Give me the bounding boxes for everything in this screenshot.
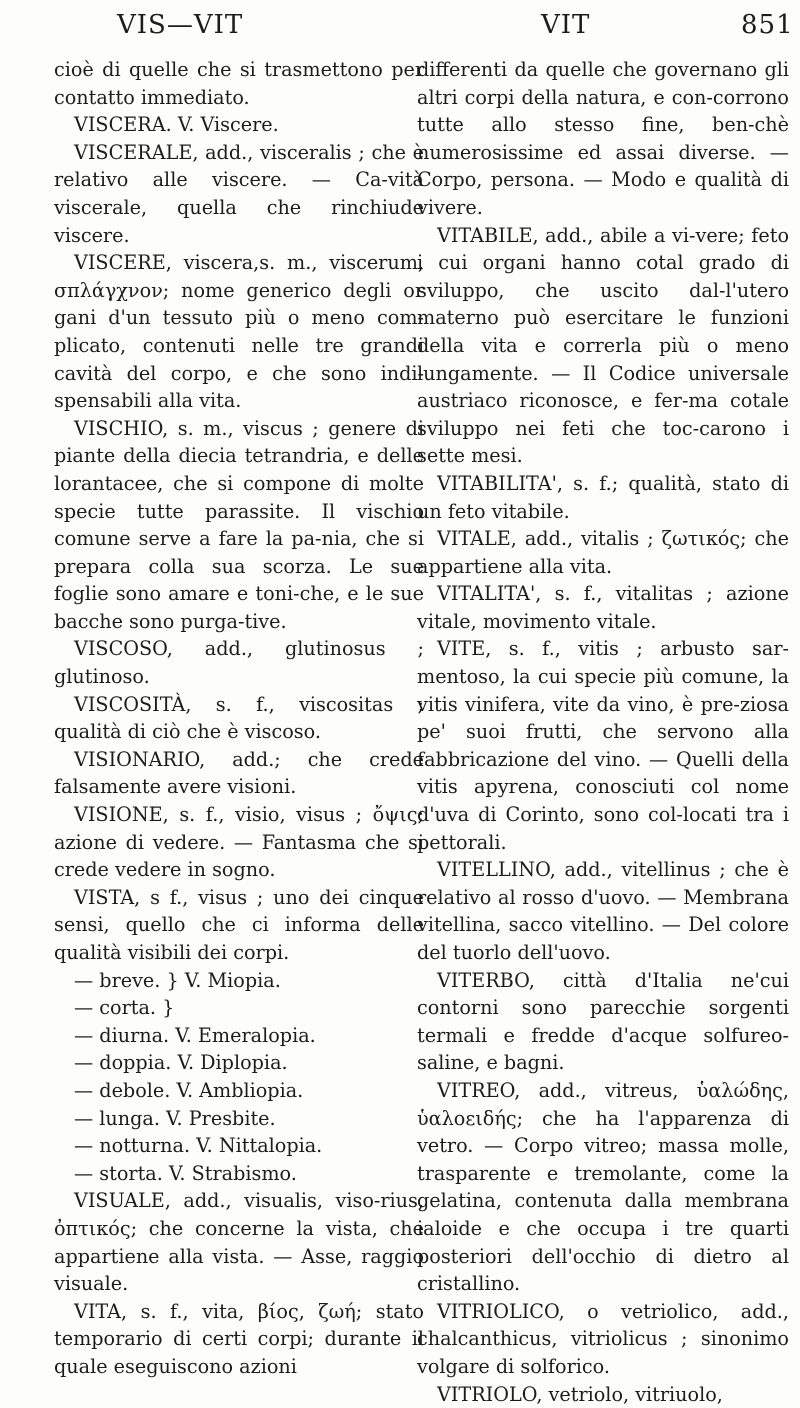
page-number: 851 <box>741 10 794 40</box>
entry-viscere: VISCERE, viscera,s. m., viscerum, σπλάγχνον; nome generico degli or gani d'un tessuto più o meno com-plicato, contenuti nelle tre grandi cavità del corpo, e che sono indi-spensabili alla vita. <box>54 249 424 415</box>
header-left-range: VIS—VIT <box>117 10 243 40</box>
entry-vitalita: VITALITA', s. f., vitalitas ; azione vitale, movimento vitale. <box>417 580 789 635</box>
entry-viscoso: VISCOSO, add., glutinosus ; glutinoso. <box>54 635 424 690</box>
entry-vita: VITA, s. f., vita, βίος, ζωή; stato temporario di certi corpi; durante il quale eseguiscono azioni <box>54 1298 424 1381</box>
entry-visuale: VISUALE, add., visualis, viso-rius, ὀπτικός; che concerne la vista, che appartiene alla vista. — Asse, raggio visuale. <box>54 1187 424 1297</box>
entry-vitabile: VITABILE, add., abile a vi-vere; feto i cui organi hanno cotal grado di sviluppo, che uscito dal-l'utero materno può esercitare le funzioni della vita e correrla più o meno lungamente. — Il Codice universale austriaco riconosce, e fer-ma cotale sviluppo nei feti che toc-carono i sette mesi. <box>417 222 789 470</box>
right-column <box>417 56 789 1408</box>
entry-viscerale: VISCERALE, add., visceralis ; che è relativo alle viscere. — Ca-vità viscerale, quella che rinchiude viscere. <box>54 139 424 249</box>
entry-vitabilita: VITABILITA', s. f.; qualità, stato di un feto vitabile. <box>417 470 789 525</box>
entry-vitale: VITALE, add., vitalis ; ζωτικός; che appartiene alla vita. <box>417 525 789 580</box>
entry-vitreo: VITREO, add., vitreus, ὑαλώδης, ὑαλοειδής; che ha l'apparenza di vetro. — Corpo vitreo; massa molle, trasparente e tremolante, come la gelatina, contenuta dalla membrana ialoide e che occupa i tre quarti posteriori dell'occhio di dietro al cristallino. <box>417 1077 789 1298</box>
sub-entry-storta: — storta. V. Strabismo. <box>54 1160 424 1188</box>
entry-vitriolo: VITRIOLO, vetriolo, vitriuolo, <box>417 1381 789 1408</box>
entry-visione: VISIONE, s. f., visio, visus ; ὄψις; azione di vedere. — Fantasma che si crede vedere in sogno. <box>54 801 424 884</box>
left-column <box>54 56 424 1381</box>
sub-entry-doppia: — doppia. V. Diplopia. <box>54 1049 424 1077</box>
entry-visionario: VISIONARIO, add.; che crede falsamente avere visioni. <box>54 746 424 801</box>
header-right-range: VIT <box>541 10 590 40</box>
sub-entry-debole: — debole. V. Ambliopia. <box>54 1077 424 1105</box>
entry-vite: VITE, s. f., vitis ; arbusto sar-mentoso, la cui specie più comune, la vitis vinifera, vite da vino, è pre-ziosa pe' suoi frutti, che servono alla fabbricazione del vino. — Quelli della vitis apyrena, conosciuti col nome d'uva di Corinto, sono col-locati tra i pettorali. <box>417 635 789 856</box>
page-header <box>0 10 800 50</box>
entry-text: differenti da quelle che governano gli altri corpi della natura, e con-corrono tutte allo stesso fine, ben-chè numerosissime ed assai diverse. — Corpo, persona. — Modo e qualità di vivere. <box>417 56 789 222</box>
entry-vista: VISTA, s f., visus ; uno dei cinque sensi, quello che ci informa delle qualità visibili dei corpi. <box>54 884 424 967</box>
entry-vitellino: VITELLINO, add., vitellinus ; che è relativo al rosso d'uovo. — Membrana vitellina, sacco vitellino. — Del colore del tuorlo dell'uovo. <box>417 856 789 966</box>
sub-entry-lunga: — lunga. V. Presbite. <box>54 1105 424 1133</box>
sub-entry-corta: — corta. } <box>54 994 424 1022</box>
sub-entry-breve: — breve. } V. Miopia. <box>54 967 424 995</box>
sub-entry-diurna: — diurna. V. Emeralopia. <box>54 1022 424 1050</box>
entry-text: cioè di quelle che si trasmettono per contatto immediato. <box>54 56 424 111</box>
sub-entry-notturna: — notturna. V. Nittalopia. <box>54 1132 424 1160</box>
entry-viterbo: VITERBO, città d'Italia ne'cui contorni sono parecchie sorgenti termali e fredde d'acque solfureo-saline, e bagni. <box>417 967 789 1077</box>
entry-viscera: VISCERA. V. Viscere. <box>54 111 424 139</box>
entry-viscosita: VISCOSITÀ, s. f., viscositas ; qualità di ciò che è viscoso. <box>54 691 424 746</box>
entry-vischio: VISCHIO, s. m., viscus ; genere di piante della diecia tetrandria, e delle lorantacee, che si compone di molte specie tutte parassite. Il vischio comune serve a fare la pa-nia, che si prepara colla sua scorza. Le sue foglie sono amare e toni-che, e le sue bacche sono purga-tive. <box>54 415 424 636</box>
entry-vitriolico: VITRIOLICO, o vetriolico, add., chalcanthicus, vitriolicus ; sinonimo volgare di solforico. <box>417 1298 789 1381</box>
